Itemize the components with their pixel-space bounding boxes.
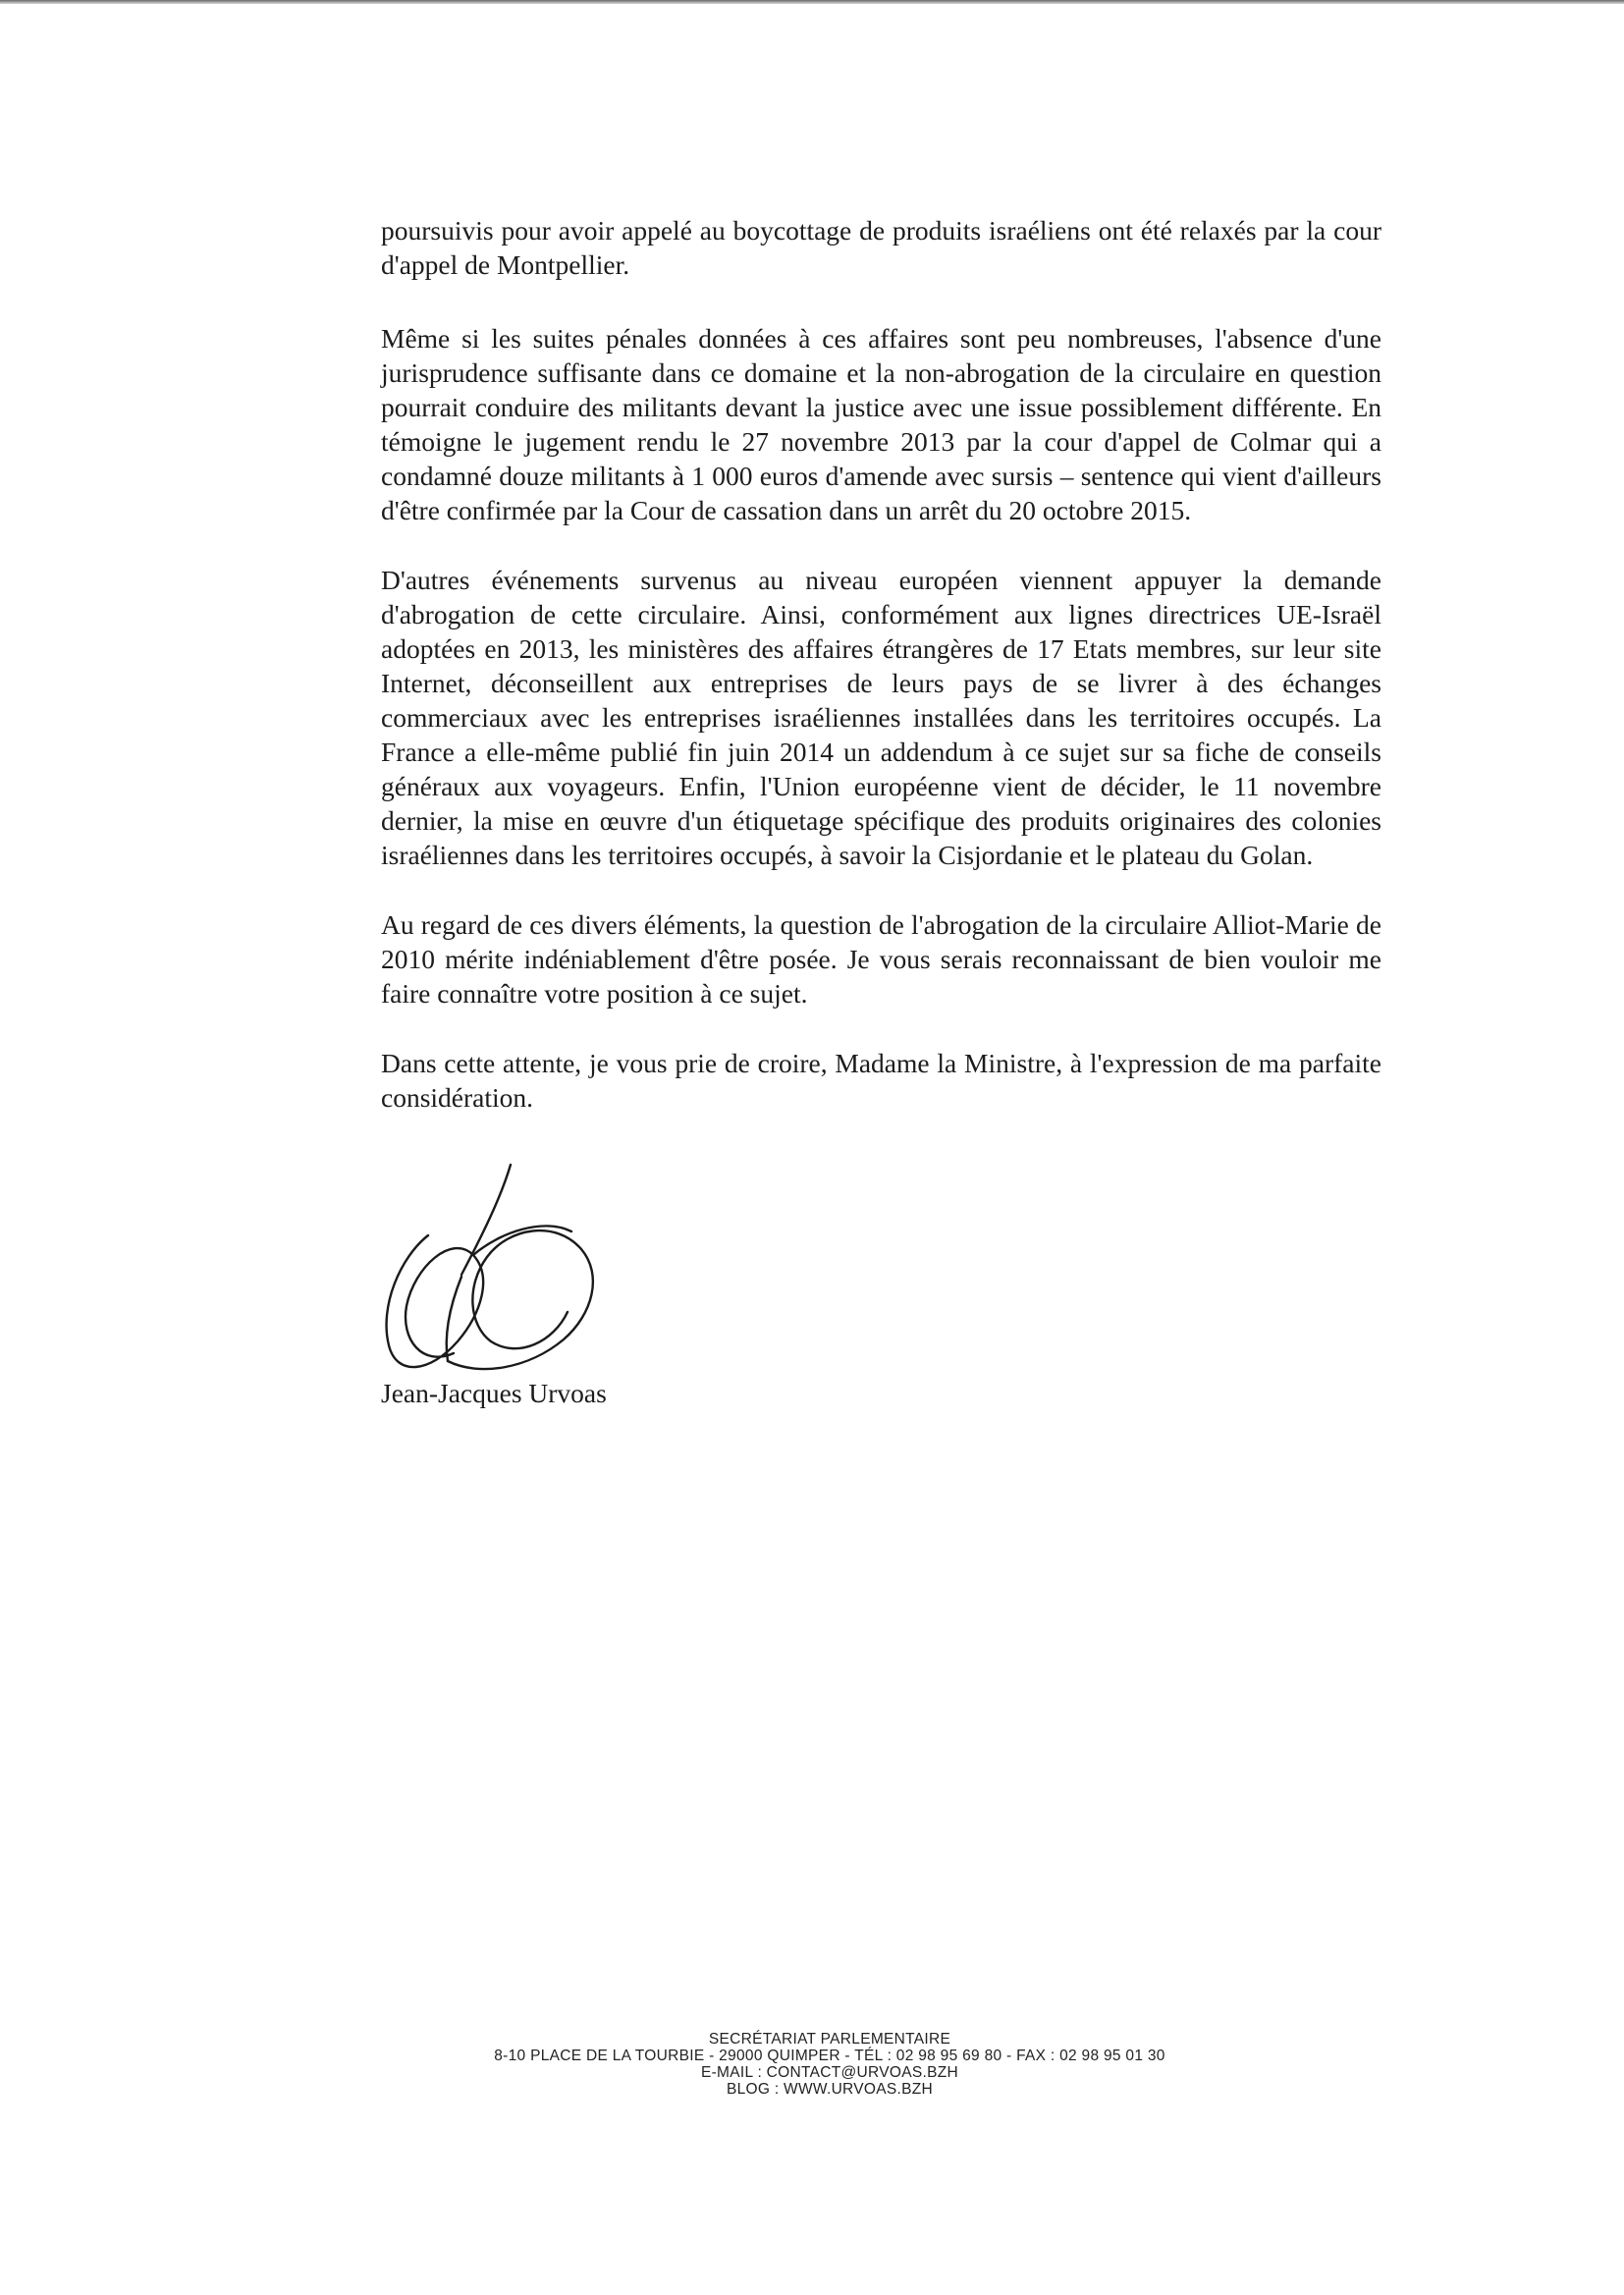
letter-body bbox=[381, 213, 1381, 1150]
paragraph-boycott-relaxe: poursuivis pour avoir appelé au boycottage de produits israéliens ont été relaxés par la cour d'appel de Montpellier. bbox=[381, 215, 1381, 280]
paragraph-european-events: D'autres événements survenus au niveau européen viennent appuyer la demande d'abrogation de cette circulaire. Ainsi, conformément aux lignes directrices UE-Israël adoptées en 2013, les ministères des affaires étrangères de 17 Etats membres, sur leur site Internet, déconseillent aux entreprises de leurs pays de se livrer à des échanges commerciaux avec les entreprises israéliennes installées dans les territoires occupés. La France a elle-même publié fin juin 2014 un addendum à ce sujet sur sa fiche de conseils généraux aux voyageurs. Enfin, l'Union européenne vient de décider, le 11 novembre dernier, la mise en œuvre d'un étiquetage spécifique des produits originaires des colonies israéliennes dans les territoires occupés, à savoir la Cisjordanie et le plateau du Golan. bbox=[381, 565, 1381, 870]
footer-email: E-MAIL : CONTACT@URVOAS.BZH bbox=[700, 2064, 959, 2081]
paragraph-abrogation-request: Au regard de ces divers éléments, la question de l'abrogation de la circulaire Alliot-Marie de 2010 mérite indéniablement d'être posée. Je vous serais reconnaissant de bien vouloir me faire connaître votre position à ce sujet. bbox=[381, 909, 1381, 1009]
paragraph-jurisprudence: Même si les suites pénales données à ces affaires sont peu nombreuses, l'absence d'une jurisprudence suffisante dans ce domaine et la non-abrogation de la circulaire en question pourrait conduire des militants devant la justice avec une issue possiblement différente. En témoigne le jugement rendu le 27 novembre 2013 par la cour d'appel de Colmar qui a condamné douze militants à 1 000 euros d'amende avec sursis – sentence qui vient d'ailleurs d'être confirmée par la Cour de cassation dans un arrêt du 20 octobre 2015. bbox=[381, 323, 1381, 525]
footer-office: SECRÉTARIAT PARLEMENTAIRE bbox=[708, 2031, 951, 2048]
handwritten-signature bbox=[371, 1159, 617, 1390]
signer-name: Jean-Jacques Urvoas bbox=[381, 1378, 607, 1408]
paragraph-closing: Dans cette attente, je vous prie de croire, Madame la Ministre, à l'expression de ma parfaite considération. bbox=[381, 1048, 1381, 1113]
letterhead-footer bbox=[0, 2031, 1624, 2098]
footer-blog: BLOG : WWW.URVOAS.BZH bbox=[726, 2081, 934, 2098]
footer-address: 8-10 PLACE DE LA TOURBIE - 29000 QUIMPER - TÉL : 02 98 95 69 80 - FAX : 02 98 95 01 30 bbox=[494, 2048, 1165, 2064]
